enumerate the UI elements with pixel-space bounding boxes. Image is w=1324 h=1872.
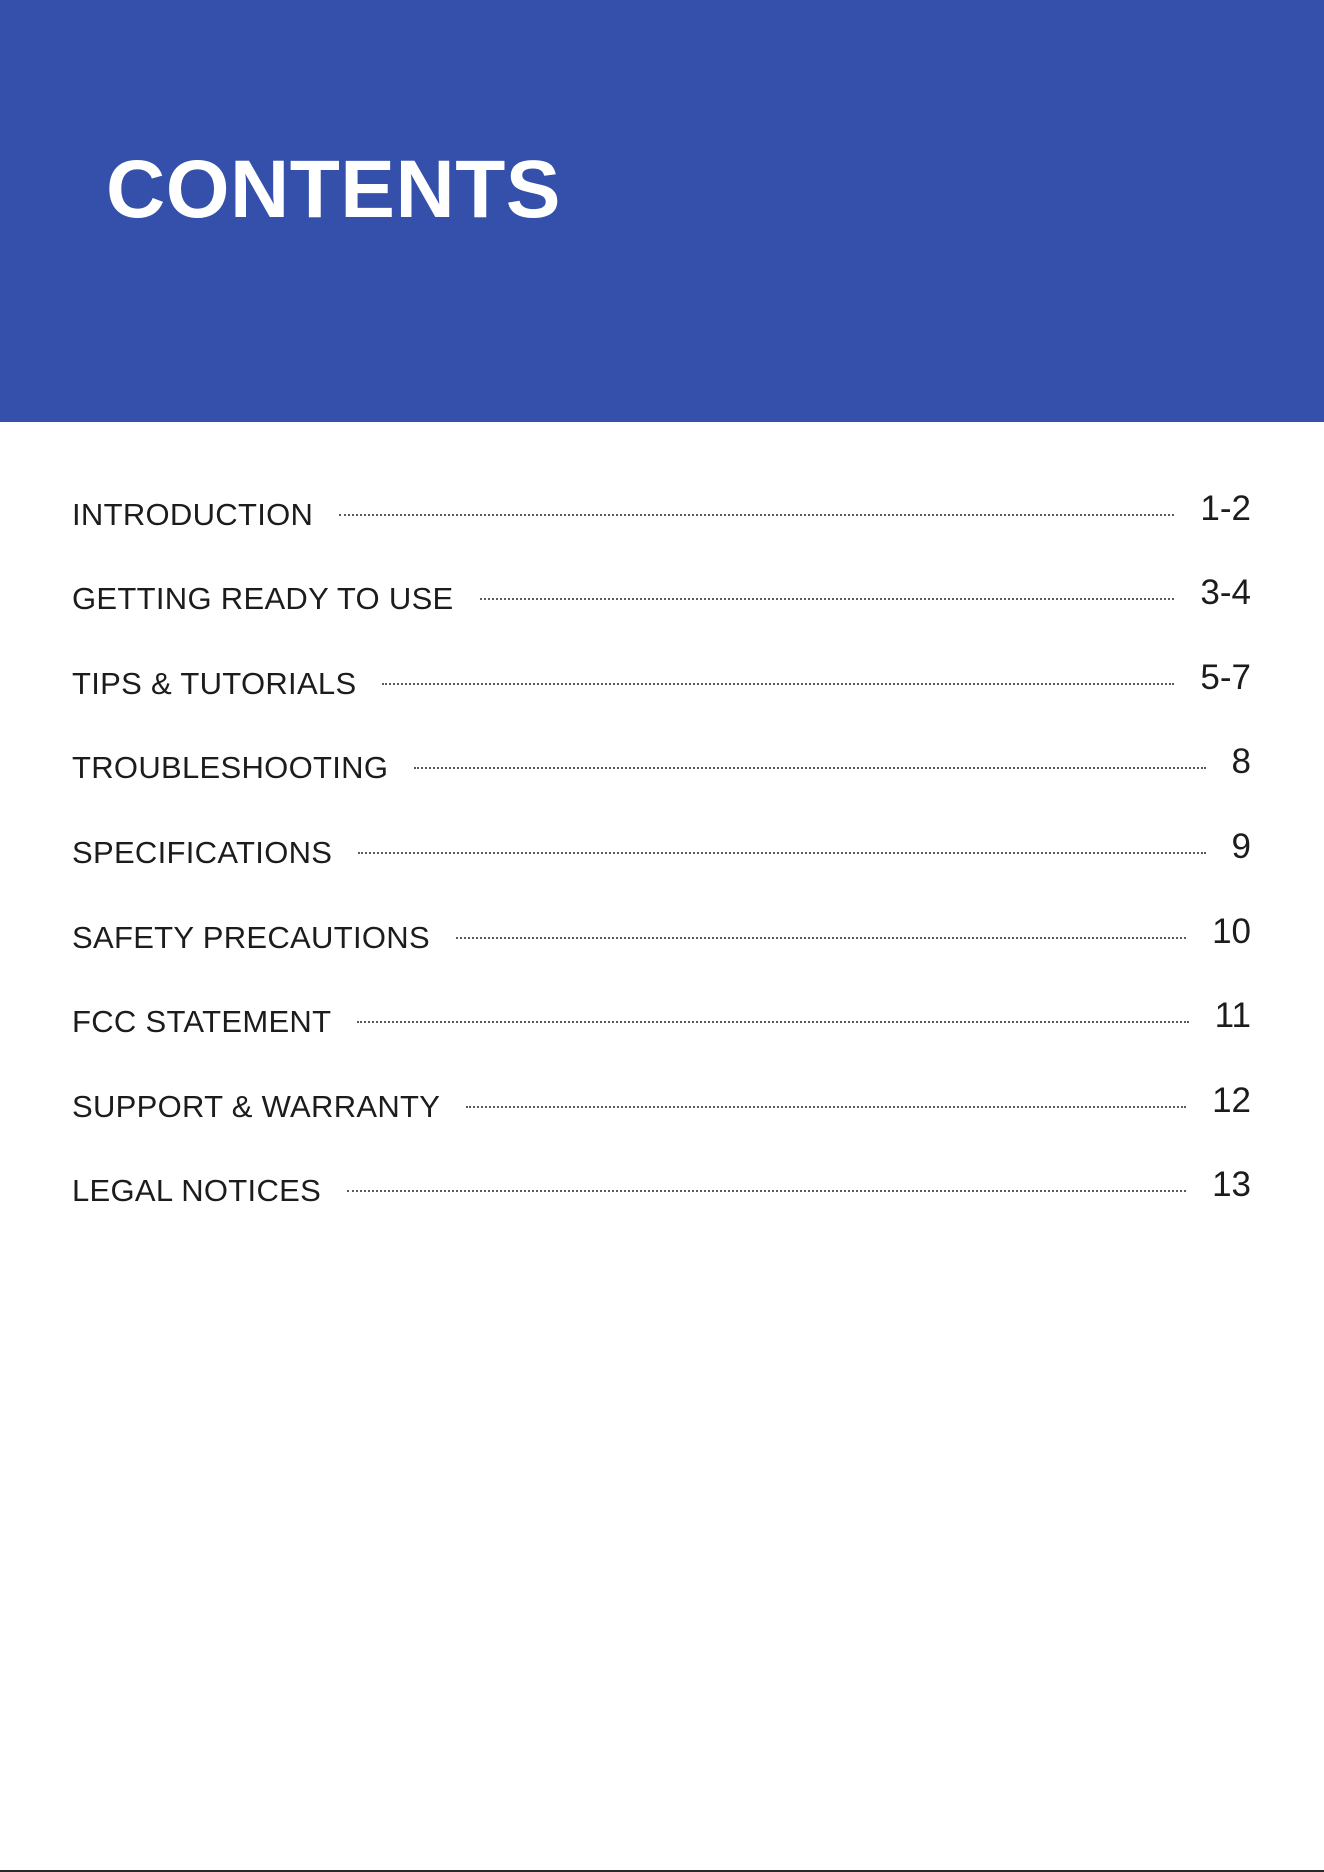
toc-entry-page: 10 — [1212, 911, 1251, 951]
dotted-leader — [357, 1021, 1188, 1023]
toc-entry-label: SUPPORT & WARRANTY — [72, 1088, 441, 1124]
toc-entry-troubleshooting[interactable] — [72, 709, 1251, 794]
toc-entry-legal-notices[interactable] — [72, 1132, 1251, 1217]
toc-entry-label: TIPS & TUTORIALS — [72, 665, 357, 701]
toc-entry-label: TROUBLESHOOTING — [72, 750, 389, 786]
toc-entry-fcc-statement[interactable] — [72, 963, 1251, 1048]
dotted-leader — [480, 598, 1175, 600]
dotted-leader — [339, 514, 1174, 516]
toc-entry-label: INTRODUCTION — [72, 496, 314, 532]
toc-entry-safety-precautions[interactable] — [72, 878, 1251, 963]
dotted-leader — [358, 852, 1205, 854]
toc-entry-getting-ready[interactable] — [72, 540, 1251, 625]
dotted-leader — [456, 937, 1186, 939]
toc-entry-introduction[interactable] — [72, 455, 1251, 540]
dotted-leader — [466, 1106, 1186, 1108]
dotted-leader — [382, 683, 1174, 685]
toc-entry-tips-tutorials[interactable] — [72, 624, 1251, 709]
toc-entry-label: FCC STATEMENT — [72, 1004, 332, 1040]
toc-entry-page: 3-4 — [1200, 573, 1251, 613]
toc-entry-page: 9 — [1231, 826, 1251, 866]
dotted-leader — [347, 1190, 1186, 1192]
dotted-leader — [414, 767, 1205, 769]
toc-entry-page: 5-7 — [1200, 657, 1251, 697]
toc-entry-label: SAFETY PRECAUTIONS — [72, 919, 430, 955]
toc-entry-specifications[interactable] — [72, 793, 1251, 878]
toc-entry-label: SPECIFICATIONS — [72, 834, 333, 870]
toc-entry-page: 11 — [1214, 996, 1251, 1036]
toc-entry-label: LEGAL NOTICES — [72, 1173, 322, 1209]
toc-entry-page: 13 — [1212, 1165, 1251, 1205]
toc-entry-support-warranty[interactable] — [72, 1047, 1251, 1132]
table-of-contents — [72, 455, 1251, 1216]
toc-entry-page: 8 — [1231, 742, 1251, 782]
toc-entry-page: 1-2 — [1200, 488, 1251, 528]
contents-header-band — [0, 0, 1324, 422]
page-title: CONTENTS — [106, 144, 561, 235]
toc-entry-page: 12 — [1212, 1080, 1251, 1120]
toc-entry-label: GETTING READY TO USE — [72, 581, 454, 617]
